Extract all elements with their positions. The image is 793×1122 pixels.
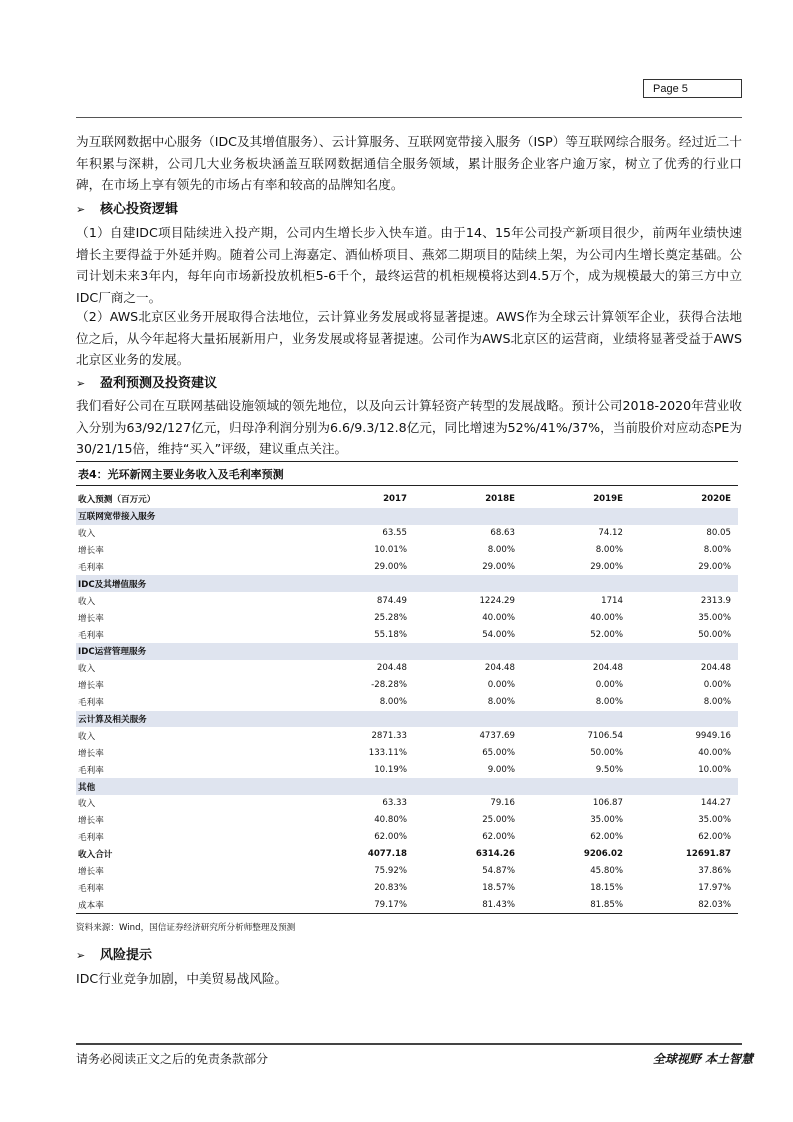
table-cell: 62.00% xyxy=(590,832,623,843)
table-cell: 2871.33 xyxy=(371,730,407,741)
table-cell: 35.00% xyxy=(698,612,731,623)
table-row xyxy=(76,761,738,778)
table-cell: 18.57% xyxy=(482,882,515,893)
table-cell: 133.11% xyxy=(368,747,407,758)
footer-disclaimer: 请务必阅读正文之后的免责条款部分 xyxy=(76,1052,269,1066)
table-cell: 40.00% xyxy=(590,612,623,623)
table-row xyxy=(76,609,738,626)
table-cell: 1714 xyxy=(601,595,623,606)
table-cell: 80.05 xyxy=(706,528,731,539)
section-name: IDC运营管理服务 xyxy=(76,643,738,660)
table-row xyxy=(76,812,738,829)
table-cell: 54.00% xyxy=(482,629,515,640)
table-cell: 82.03% xyxy=(630,896,738,913)
footer-rule xyxy=(76,1043,742,1045)
table-cell: 毛利率 xyxy=(78,563,104,573)
table-section-row xyxy=(76,711,738,728)
table-cell: 50.00% xyxy=(698,629,731,640)
table-cell: 54.87% xyxy=(482,866,515,877)
table-cell: 毛利率 xyxy=(78,883,104,894)
table-row xyxy=(76,829,738,846)
section-name: 互联网宽带接入服务 xyxy=(76,508,738,525)
table-cell: 增长率 xyxy=(78,681,104,692)
table-cell: 35.00% xyxy=(590,815,623,826)
table-cell: 增长率 xyxy=(78,867,104,878)
table-cell: 毛利率 xyxy=(78,765,104,776)
table-cell: 75.92% xyxy=(374,866,407,877)
table-cell: 收入合计 xyxy=(78,850,113,861)
table-total-row xyxy=(76,846,738,863)
forecast-paragraph: 我们看好公司在互联网基础设施领域的领先地位，以及向云计算轻资产转型的发展战略。预计公司2018-2020年营业收入分别为63/92/127亿元，归母净利润分别为6.6/9.3/12.8亿元，同比增速为52%/41%/37%，当前股价对应动态PE为30/21/15倍，维持“买入”评级，建议重点关注。 xyxy=(76,398,742,456)
table-cell: 45.80% xyxy=(590,866,623,877)
arrow-bullet-icon: ➢ xyxy=(76,203,86,216)
table-cell: 63.55 xyxy=(382,528,407,539)
table-cell: 4077.18 xyxy=(367,849,407,860)
table-cell: 2018E xyxy=(485,494,515,505)
table-cell: 50.00% xyxy=(590,747,623,758)
table-cell: 10.01% xyxy=(374,545,407,556)
table-cell: 8.00% xyxy=(487,545,515,556)
table-row xyxy=(76,694,738,711)
table-cell: 74.12 xyxy=(598,528,623,539)
table-cell: 204.48 xyxy=(592,663,623,674)
table-cell: 7106.54 xyxy=(587,730,623,741)
table-cell: 10.00% xyxy=(698,764,731,775)
table-cell: 204.48 xyxy=(376,663,407,674)
forecast-table xyxy=(76,491,738,914)
table-cell: 毛利率 xyxy=(78,630,104,641)
table-cell: 10.19% xyxy=(374,764,407,775)
table-cell: 9949.16 xyxy=(695,730,731,741)
table-cell: 0.00% xyxy=(703,680,731,691)
section-name: 云计算及相关服务 xyxy=(76,711,738,728)
table-cell: 0.00% xyxy=(595,680,623,691)
table-cell: 增长率 xyxy=(78,816,104,827)
table-cell: 收入 xyxy=(78,799,96,810)
table-cell: 0.00% xyxy=(487,680,515,691)
table-cell: 8.00% xyxy=(595,697,623,708)
table-cell: 8.00% xyxy=(703,545,731,556)
table-cell: 1224.29 xyxy=(479,595,515,606)
table-cell: 29.00% xyxy=(698,562,731,572)
section-name: IDC及其增值服务 xyxy=(76,575,738,592)
core-logic-paragraph-1: （1）自建IDC项目陆续进入投产期，公司内生增长步入快车道。由于14、15年公司投产新项目很少，前两年业绩快速增长主要得益于外延并购。随着公司上海嘉定、酒仙桥项目、燕郊二期项目的陆续上架，为公司内生增长奠定基础。公司计划未来3年内，每年向市场新投放机柜5-6千个，最终运营的机柜规模将达到4.5万个，成为规模最大的第三方中立IDC厂商之一。 xyxy=(76,225,742,305)
table-row xyxy=(76,592,738,609)
table-row xyxy=(76,795,738,812)
section-heading-risk xyxy=(76,947,152,965)
arrow-bullet-icon: ➢ xyxy=(76,949,86,962)
table-cell: 79.16 xyxy=(490,798,515,809)
table-cell: 9.50% xyxy=(595,764,623,775)
table-cell: 2017 xyxy=(383,494,407,505)
risk-paragraph: IDC行业竞争加剧，中美贸易战风险。 xyxy=(76,971,288,986)
table-cell: 37.86% xyxy=(698,866,731,877)
section-title: 风险提示 xyxy=(100,948,153,963)
footer-slogan: 全球视野 本土智慧 xyxy=(652,1052,753,1066)
table-row xyxy=(76,896,738,913)
table-cell: 8.00% xyxy=(487,697,515,708)
table-cell: 成本率 xyxy=(76,896,306,913)
section-name: 其他 xyxy=(76,778,738,795)
table-cell: 29.00% xyxy=(374,562,407,572)
table-cell: 12691.87 xyxy=(685,849,731,860)
section-heading-core-logic xyxy=(76,201,178,219)
table-cell: 8.00% xyxy=(379,697,407,708)
table-row xyxy=(76,744,738,761)
table-cell: 17.97% xyxy=(698,882,731,893)
table-cell: 81.43% xyxy=(414,896,522,913)
table-cell: 62.00% xyxy=(698,832,731,843)
table-cell: 81.85% xyxy=(522,896,630,913)
table-row xyxy=(76,525,738,542)
table-title: 表4：光环新网主要业务收入及毛利率预测 xyxy=(76,461,738,486)
table-cell: 55.18% xyxy=(374,629,407,640)
table-cell: 毛利率 xyxy=(78,698,104,709)
table-cell: 68.63 xyxy=(490,528,515,539)
table-cell: 79.17% xyxy=(306,896,414,913)
table-cell: 增长率 xyxy=(78,546,104,557)
table-cell: 40.00% xyxy=(482,612,515,623)
table-section-row xyxy=(76,778,738,795)
table-cell: 9206.02 xyxy=(583,849,623,860)
table-cell: 52.00% xyxy=(590,629,623,640)
table-cell: 毛利率 xyxy=(78,833,104,844)
table-cell: 6314.26 xyxy=(475,849,515,860)
section-title: 核心投资逻辑 xyxy=(100,202,179,217)
table-row xyxy=(76,559,738,576)
section-heading-forecast xyxy=(76,375,217,393)
table-row xyxy=(76,660,738,677)
table-row xyxy=(76,542,738,559)
section-title: 盈利预测及投资建议 xyxy=(100,376,218,391)
table-row xyxy=(76,727,738,744)
table-cell: 25.28% xyxy=(374,612,407,623)
table-cell: 收入 xyxy=(78,596,96,607)
table-row xyxy=(76,677,738,694)
table-cell: 增长率 xyxy=(78,613,104,624)
table-source: 资料来源：Wind，国信证券经济研究所分析师整理及预测 xyxy=(76,923,296,933)
table-cell: 收入 xyxy=(78,731,96,742)
table-cell: 18.15% xyxy=(590,882,623,893)
table-header-row xyxy=(76,491,738,508)
table-cell: 204.48 xyxy=(484,663,515,674)
table-cell: 35.00% xyxy=(698,815,731,826)
table-cell: 106.87 xyxy=(592,798,623,809)
table-cell: 40.00% xyxy=(698,747,731,758)
table-cell: 25.00% xyxy=(482,815,515,826)
table-cell: 2020E xyxy=(701,494,731,505)
table-row xyxy=(76,863,738,880)
arrow-bullet-icon: ➢ xyxy=(76,377,86,390)
table-cell: 8.00% xyxy=(703,697,731,708)
table-cell: 63.33 xyxy=(382,798,407,809)
table-cell: 2313.9 xyxy=(700,595,731,606)
table-section-row xyxy=(76,643,738,660)
header-rule xyxy=(76,117,742,118)
table-cell: 204.48 xyxy=(700,663,731,674)
table-cell: 8.00% xyxy=(595,545,623,556)
table-cell: 29.00% xyxy=(482,562,515,572)
table-cell: 收入 xyxy=(78,664,96,675)
table-cell: 4737.69 xyxy=(479,730,515,741)
table-cell: -28.28% xyxy=(371,680,407,691)
table-section-row xyxy=(76,508,738,525)
table-cell: 62.00% xyxy=(374,832,407,843)
table-cell: 20.83% xyxy=(374,882,407,893)
table-cell: 增长率 xyxy=(78,748,104,759)
table-row xyxy=(76,879,738,896)
table-cell: 2019E xyxy=(593,494,623,505)
table-cell: 收入 xyxy=(78,529,96,540)
core-logic-paragraph-2: （2）AWS北京区业务开展取得合法地位，云计算业务发展或将显著提速。AWS作为全球云计算领军企业，获得合法地位之后，从今年起将大量拓展新用户，业务发展或将显著提速。公司作为AWS北京区的运营商，业绩将显著受益于AWS北京区业务的发展。 xyxy=(76,309,742,367)
table-cell: 62.00% xyxy=(482,832,515,843)
table-section-row xyxy=(76,575,738,592)
table-cell: 65.00% xyxy=(482,747,515,758)
table-cell: 40.80% xyxy=(374,815,407,826)
table-cell: 29.00% xyxy=(590,562,623,572)
table-cell: 9.00% xyxy=(487,764,515,775)
table-row xyxy=(76,626,738,643)
page-number: Page 5 xyxy=(643,79,742,98)
table-cell: 144.27 xyxy=(700,798,731,809)
table-cell: 874.49 xyxy=(376,595,407,606)
table-cell: 收入预测（百万元） xyxy=(78,495,156,506)
intro-paragraph: 为互联网数据中心服务（IDC及其增值服务）、云计算服务、互联网宽带接入服务（ISP）等互联网综合服务。经过近二十年积累与深耕，公司几大业务板块涵盖互联网数据通信全服务领域，累计服务企业客户逾万家，树立了优秀的行业口碑，在市场上享有领先的市场占有率和较高的品牌知名度。 xyxy=(76,134,742,192)
